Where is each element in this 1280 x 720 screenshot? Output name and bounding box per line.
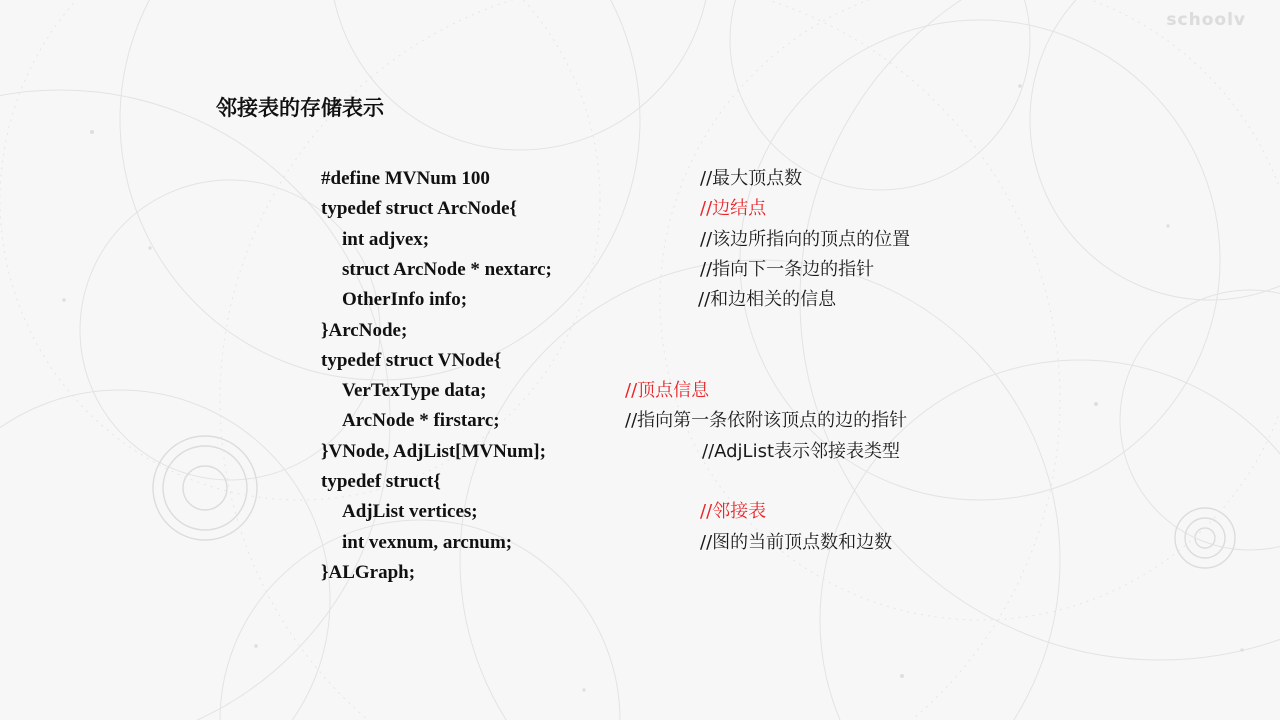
watermark-logo: schoolv xyxy=(1166,10,1246,30)
code-text: struct ArcNode * nextarc; xyxy=(342,258,552,280)
code-line xyxy=(0,225,1280,255)
code-text: int adjvex; xyxy=(342,228,430,250)
code-text: AdjList vertices; xyxy=(342,501,478,523)
code-text: typedef struct VNode{ xyxy=(321,349,502,371)
code-comment: //和边相关的信息 xyxy=(698,289,837,311)
code-comment: //邻接表 xyxy=(700,501,767,523)
code-text: ArcNode * firstarc; xyxy=(342,410,500,432)
code-line xyxy=(0,467,1280,497)
code-text: typedef struct{ xyxy=(321,471,441,492)
code-line xyxy=(0,194,1280,224)
code-text: VerTexType data; xyxy=(342,380,487,402)
code-line xyxy=(0,497,1280,527)
code-text: }ALGraph; xyxy=(321,561,416,583)
code-line xyxy=(0,558,1280,588)
code-comment: //边结点 xyxy=(700,198,767,220)
code-text: OtherInfo info; xyxy=(342,289,468,311)
code-text: #define MVNum 100 xyxy=(321,168,490,189)
code-line xyxy=(0,164,1280,194)
code-line xyxy=(0,376,1280,406)
page-title: 邻接表的存储表示 xyxy=(216,96,384,120)
code-comment: //图的当前顶点数和边数 xyxy=(700,531,893,553)
code-comment: //AdjList表示邻接表类型 xyxy=(702,440,901,462)
code-text: int vexnum, arcnum; xyxy=(342,531,513,553)
code-comment: //顶点信息 xyxy=(625,380,710,402)
code-text: }ArcNode; xyxy=(321,319,408,341)
code-comment: //指向第一条依附该顶点的边的指针 xyxy=(625,410,908,432)
code-line xyxy=(0,285,1280,315)
code-comment: //最大顶点数 xyxy=(700,168,803,189)
code-comment: //该边所指向的顶点的位置 xyxy=(700,228,911,250)
code-line xyxy=(0,346,1280,376)
code-text: }VNode, AdjList[MVNum]; xyxy=(321,440,546,462)
code-line xyxy=(0,437,1280,467)
code-line xyxy=(0,528,1280,558)
code-text: typedef struct ArcNode{ xyxy=(321,198,518,220)
code-line xyxy=(0,406,1280,436)
code-comment: //指向下一条边的指针 xyxy=(700,258,875,280)
code-line xyxy=(0,255,1280,285)
code-line xyxy=(0,316,1280,346)
